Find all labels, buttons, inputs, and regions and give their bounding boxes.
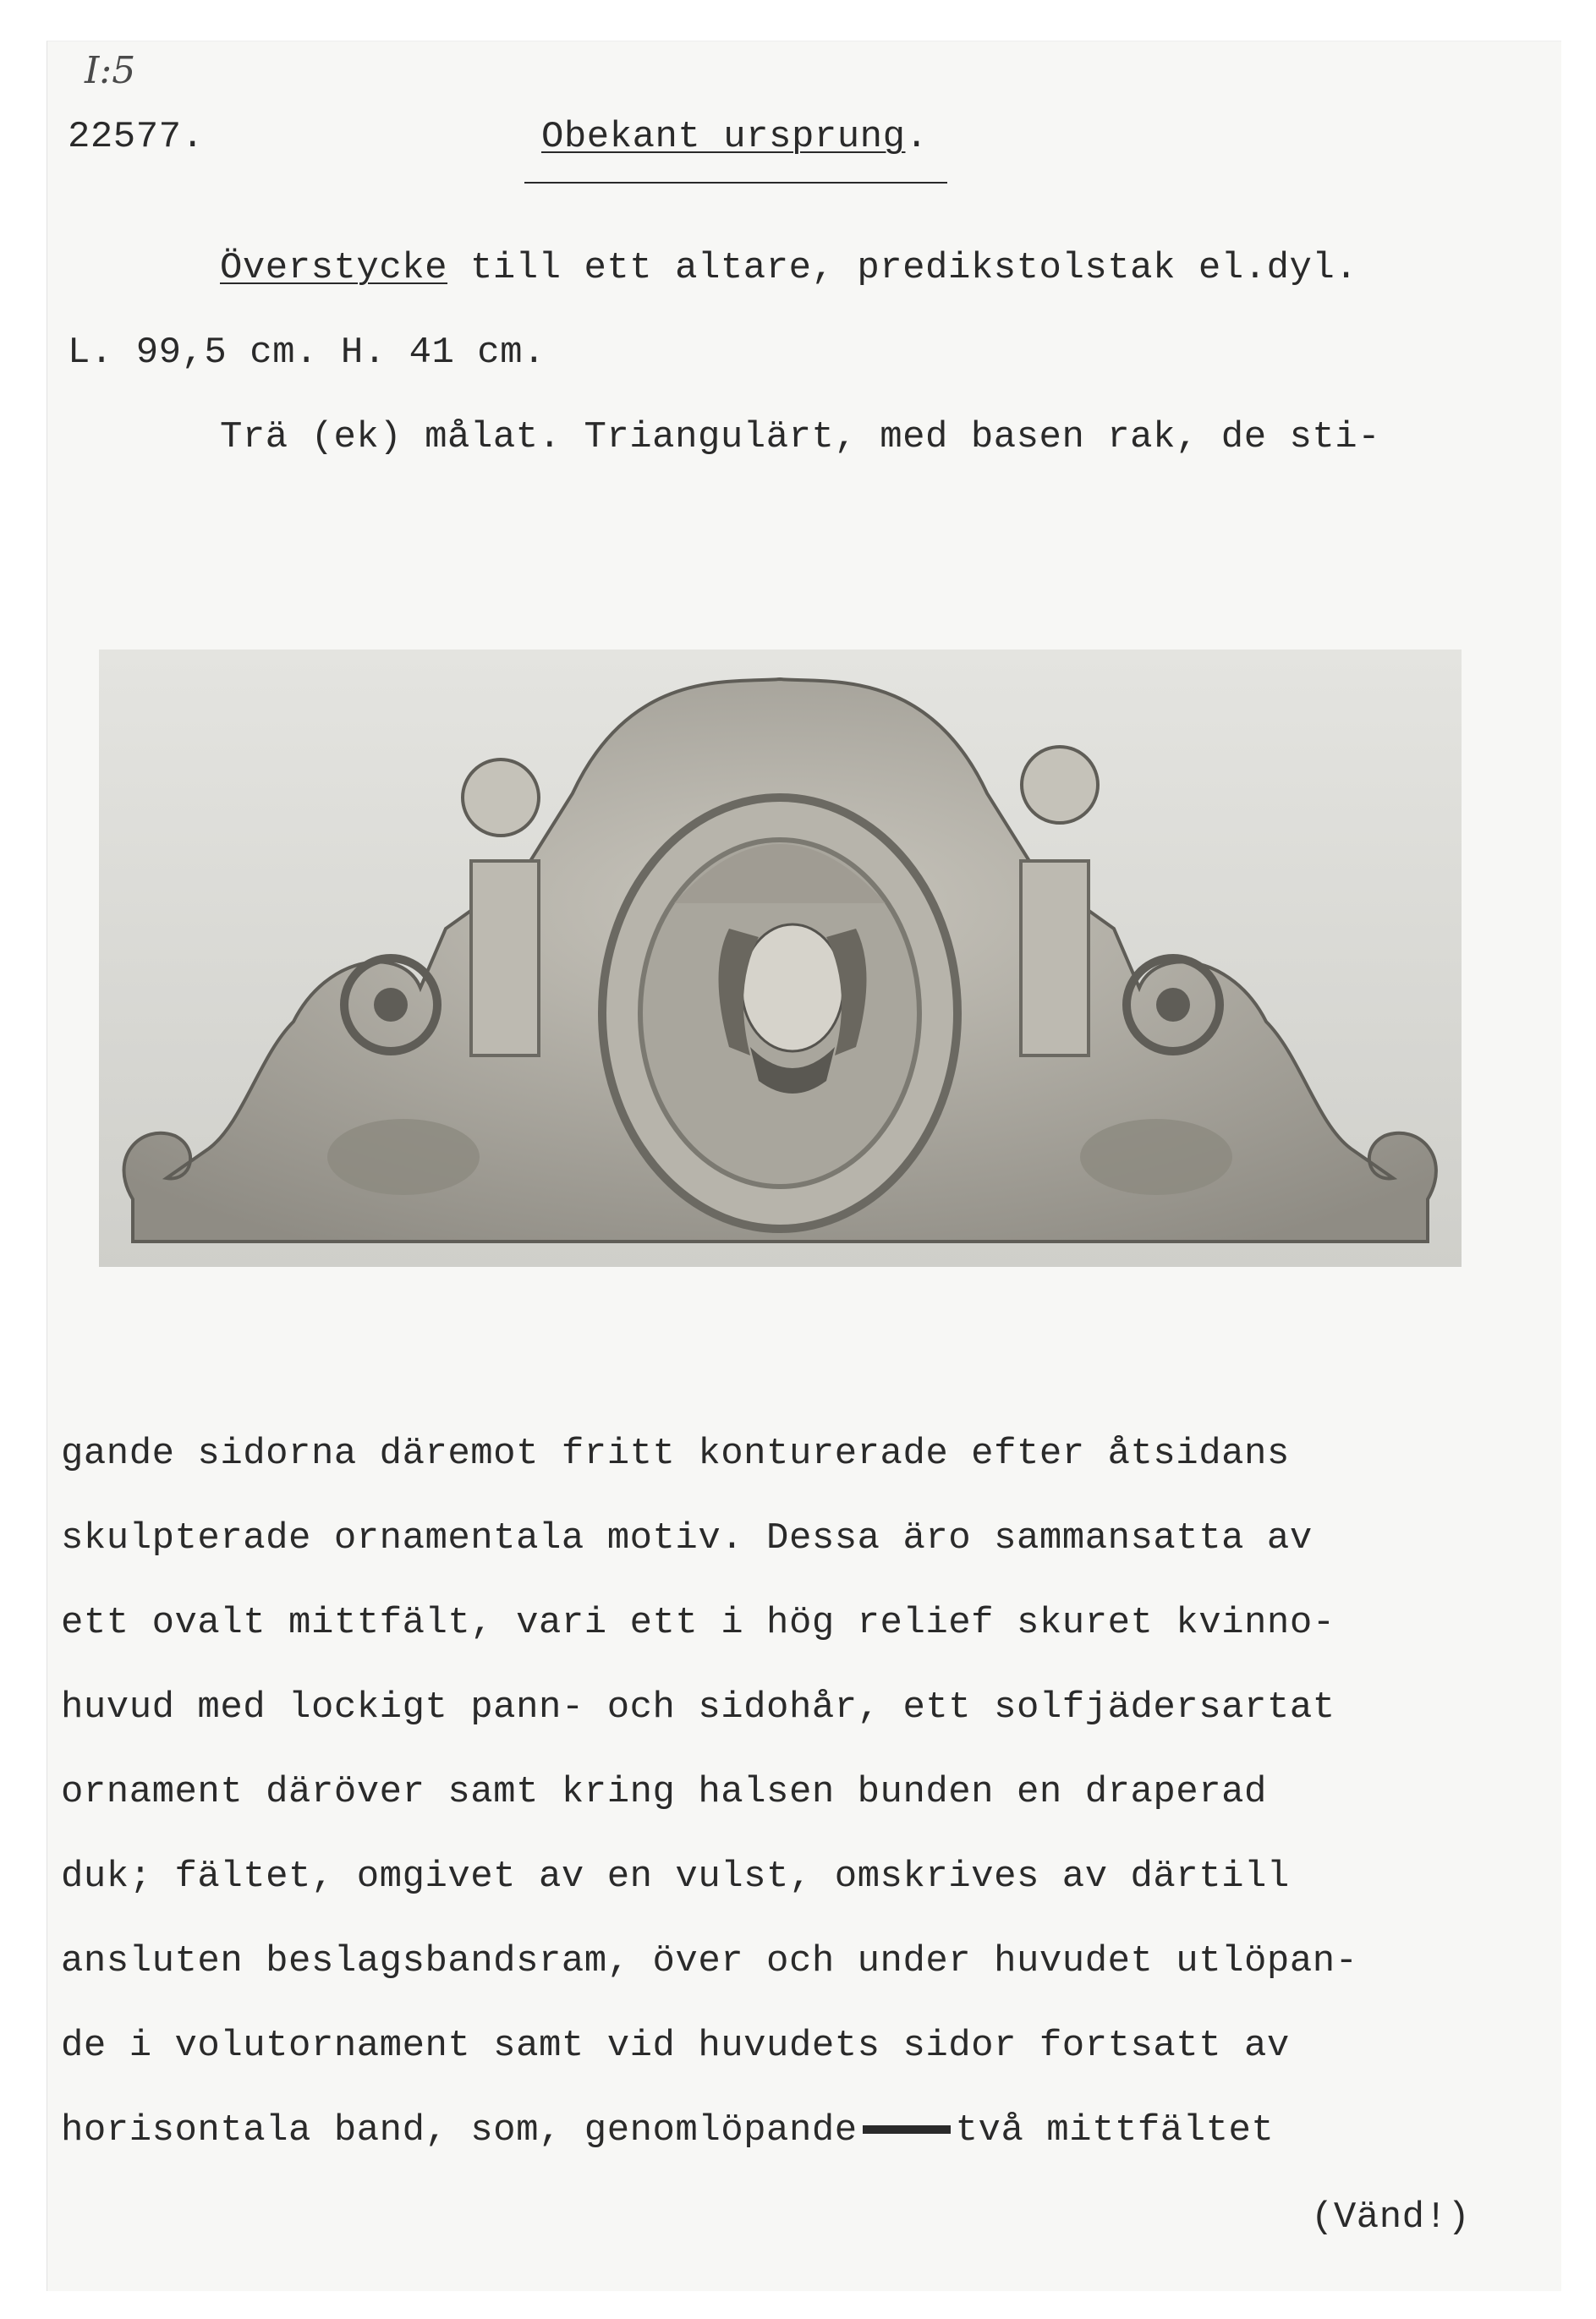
body-line-1: gande sidorna däremot fritt konturerade efter åtsidans [61, 1433, 1290, 1475]
body-line-4: huvud med lockigt pann- och sidohår, ett solfjädersartat [61, 1686, 1335, 1729]
body-line-6: duk; fältet, omgivet av en vulst, omskrives av därtill [61, 1856, 1290, 1898]
struck-out-word [863, 2125, 951, 2134]
left-volute-eye [374, 988, 408, 1022]
origin-heading [541, 118, 928, 156]
left-pilaster [471, 861, 539, 1055]
intro-line-3: Trä (ek) målat. Triangulärt, med basen rak, de sti- [220, 416, 1381, 458]
pediment-illustration [99, 650, 1462, 1267]
object-type: Överstycke [220, 247, 448, 289]
body-line-9-end: två mittfältet [955, 2109, 1275, 2152]
right-volute-eye [1156, 988, 1190, 1022]
body-line-5: ornament däröver samt kring halsen bunden en draperad [61, 1771, 1267, 1813]
left-finial [463, 759, 539, 836]
catalog-number: 22577. [68, 116, 205, 158]
origin-double-underline [524, 182, 947, 184]
body-line-7: ansluten beslagsbandsram, över och under huvudet utlöpan- [61, 1940, 1358, 1982]
intro-line-1-rest: till ett altare, predikstolstak el.dyl. [447, 247, 1358, 289]
body-line-3: ett ovalt mittfält, vari ett i hög relief skuret kvinno- [61, 1602, 1335, 1644]
body-line-2: skulpterade ornamentala motiv. Dessa äro sammansatta av [61, 1517, 1313, 1560]
handwritten-note: I:5 [85, 49, 136, 92]
turn-page-note: (Vänd!) [1311, 2196, 1471, 2239]
left-fruit-ornament [327, 1119, 480, 1195]
carved-face [742, 924, 843, 1051]
right-fruit-ornament [1080, 1119, 1232, 1195]
body-line-9-start: horisontala band, som, genomlöpande [61, 2109, 858, 2152]
body-line-8: de i volutornament samt vid huvudets sidor fortsatt av [61, 2025, 1290, 2067]
origin-title: Obekant ursprung [541, 116, 906, 158]
intro-line-1 [220, 249, 1357, 287]
right-pilaster [1021, 861, 1089, 1055]
intro-line-2: L. 99,5 cm. H. 41 cm. [68, 332, 546, 374]
body-line-9 [61, 2109, 1275, 2152]
artifact-photo [99, 650, 1462, 1267]
origin-title-suffix: . [905, 116, 929, 158]
right-finial [1022, 747, 1098, 823]
